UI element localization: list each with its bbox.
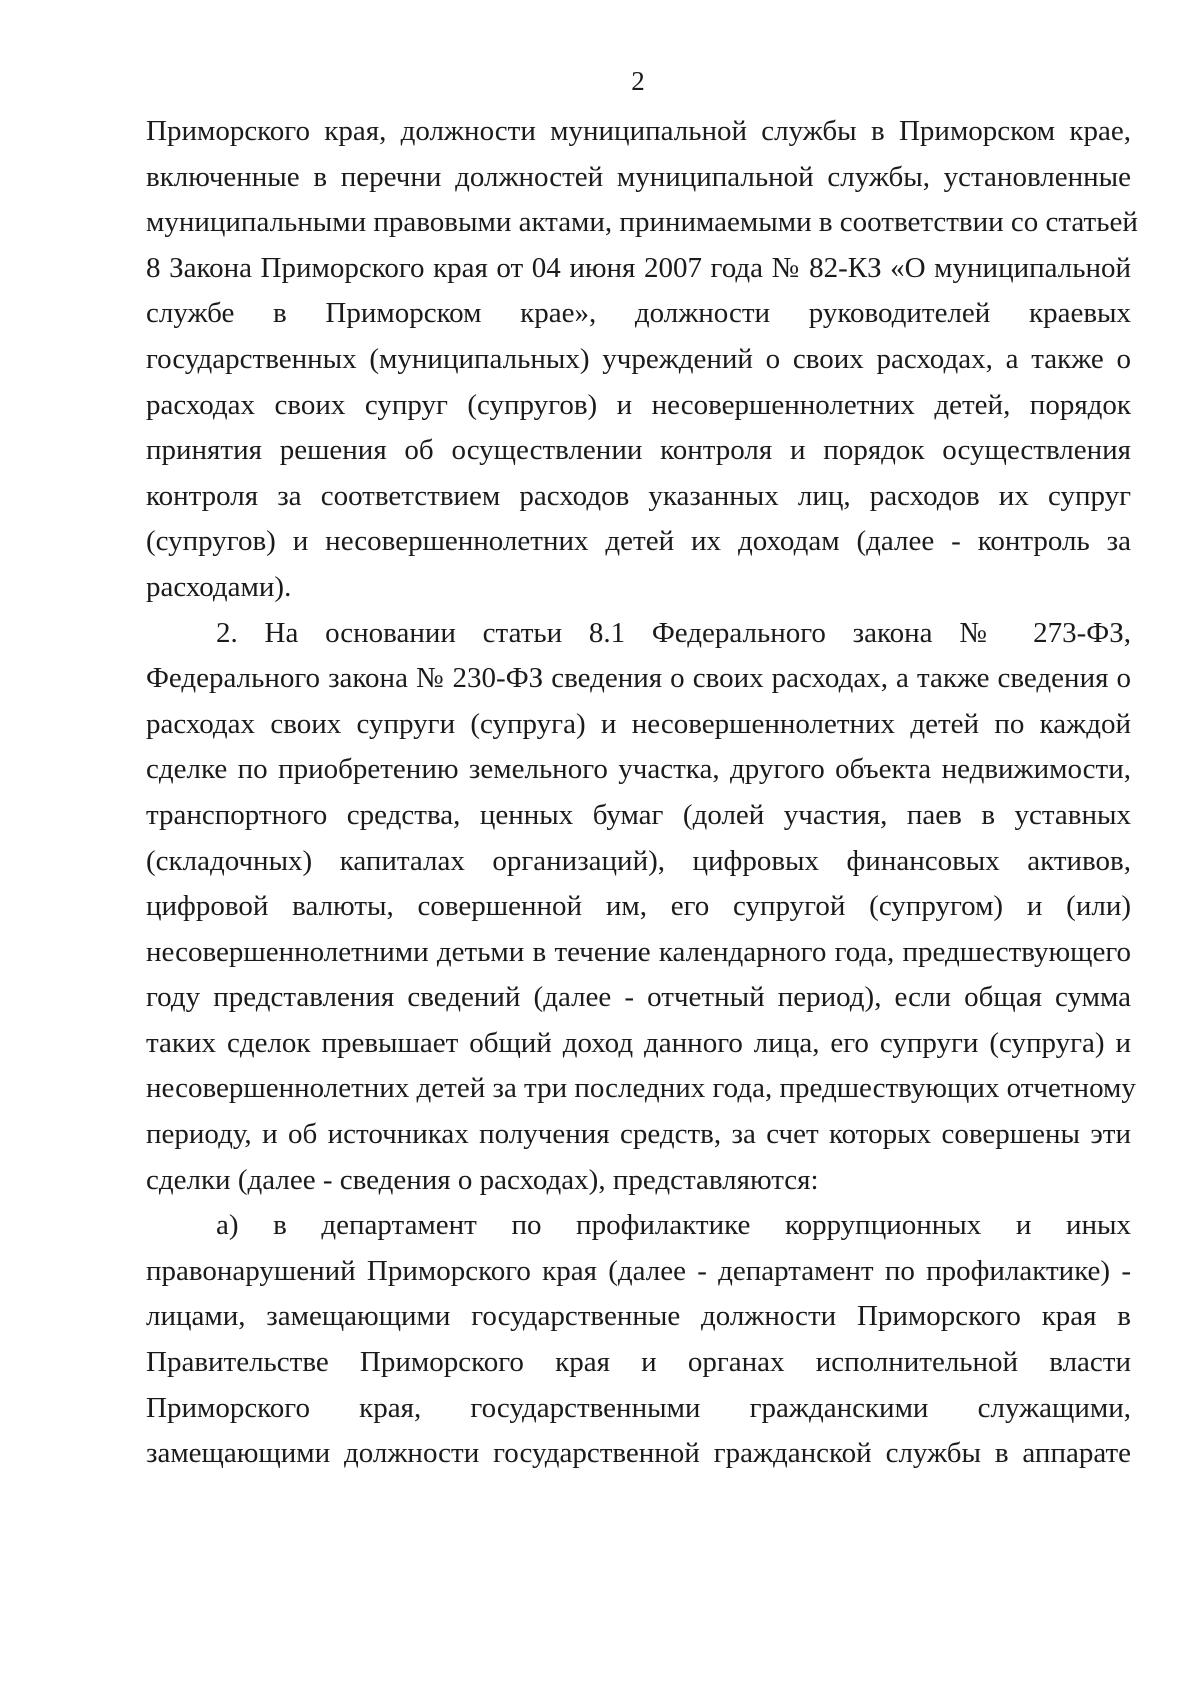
text-line: службе в Приморском крае», должности руководителей краевых: [146, 297, 1131, 330]
text-line: сделке по приобретению земельного участка, другого объекта недвижимости,: [146, 753, 1131, 786]
text-line: несовершеннолетних детей за три последних года, предшествующих отчетному: [146, 1072, 1136, 1105]
text-line: (супругов) и несовершеннолетних детей их доходам (далее - контроль за: [146, 525, 1131, 558]
text-line: а) в департамент по профилактике коррупционных и иных: [216, 1209, 1131, 1242]
text-line: году представления сведений (далее - отчетный период), если общая сумма: [146, 981, 1131, 1014]
text-line: Приморского края, государственными гражданскими служащими,: [146, 1391, 1131, 1424]
text-line: принятия решения об осуществлении контроля и порядок осуществления: [146, 434, 1131, 467]
text-line: периоду, и об источниках получения средств, за счет которых совершены эти: [146, 1118, 1131, 1151]
text-line: муниципальными правовыми актами, принимаемыми в соответствии со статьей: [146, 206, 1138, 239]
text-line: контроля за соответствием расходов указанных лиц, расходов их супруг: [146, 479, 1131, 512]
text-line: расходами).: [146, 570, 292, 603]
text-line: Правительстве Приморского края и органах исполнительной власти: [146, 1346, 1131, 1379]
text-line: лицами, замещающими государственные должности Приморского края в: [146, 1300, 1131, 1333]
text-line: Федерального закона № 230-ФЗ сведения о своих расходах, а также сведения о: [146, 662, 1131, 695]
text-line: расходах своих супруги (супруга) и несовершеннолетних детей по каждой: [146, 707, 1131, 740]
text-line: замещающими должности государственной гражданской службы в аппарате: [146, 1437, 1131, 1470]
text-line: таких сделок превышает общий доход данного лица, его супруги (супруга) и: [146, 1026, 1131, 1059]
text-line: 8 Закона Приморского края от 04 июня 2007 года № 82-КЗ «О муниципальной: [146, 251, 1131, 284]
text-line: цифровой валюты, совершенной им, его супругой (супругом) и (или): [146, 890, 1131, 923]
text-line: правонарушений Приморского края (далее - департамент по профилактике) -: [146, 1254, 1131, 1287]
text-line: 2. На основании статьи 8.1 Федерального закона № 273-ФЗ,: [216, 616, 1131, 649]
text-line: транспортного средства, ценных бумаг (долей участия, паев в уставных: [146, 798, 1131, 831]
text-line: государственных (муниципальных) учреждений о своих расходах, а также о: [146, 342, 1131, 375]
text-line: включенные в перечни должностей муниципальной службы, установленные: [146, 160, 1131, 193]
page-number: 2: [631, 66, 645, 96]
document-body: [146, 109, 1138, 1477]
text-line: (складочных) капиталах организаций), цифровых финансовых активов,: [146, 844, 1131, 877]
text-line: сделки (далее - сведения о расходах), представляются:: [146, 1163, 819, 1196]
text-line: расходах своих супруг (супругов) и несовершеннолетних детей, порядок: [146, 388, 1131, 421]
text-line: Приморского края, должности муниципальной службы в Приморском крае,: [146, 115, 1131, 147]
text-line: несовершеннолетними детьми в течение календарного года, предшествующего: [146, 935, 1131, 968]
